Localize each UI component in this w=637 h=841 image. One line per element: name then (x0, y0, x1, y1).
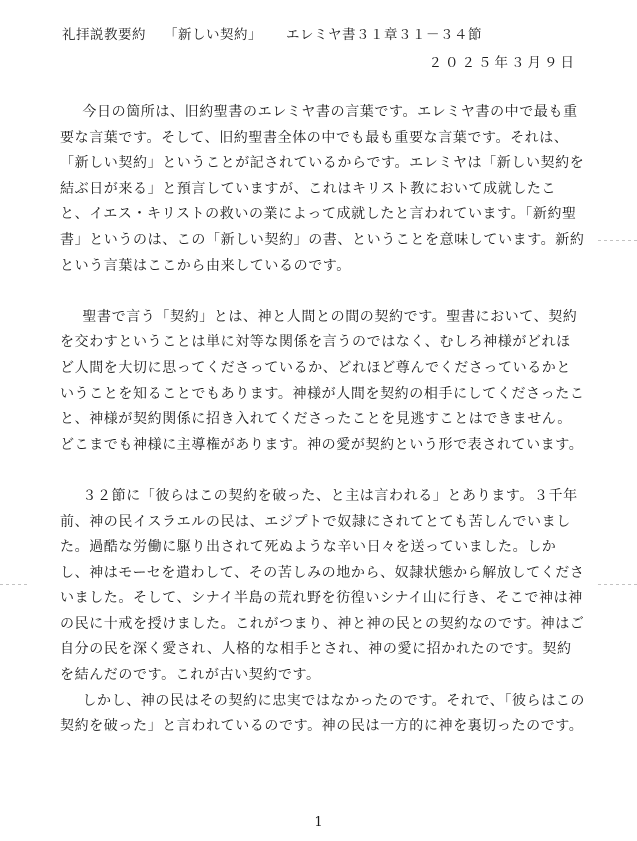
scan-mark-left (0, 584, 28, 585)
sermon-date: ２０２５年３月９日 (428, 55, 577, 71)
sermon-title: 「新しい契約」 (164, 27, 262, 43)
paragraph-4: しかし、神の民はその契約に忠実ではなかったのです。それで、「彼らはこの契約を破った」と言われているのです。神の民は一方的に神を裏切ったのです。 (60, 692, 585, 735)
header (62, 23, 482, 43)
scan-mark-right (598, 584, 637, 585)
paragraph-3: ３２節に「彼らはこの契約を破った、と主は言われる」とあります。３千年前、神の民イスラエルの民は、エジプトで奴隷にされてとても苦しんでいました。過酷な労働に駆り出されて死ぬような辛い日々を送っていました。しかし、神はモーセを遣わして、その苦しみの地から、奴隷状態から解放してくださいました。そして、シナイ半島の荒れ野を彷徨いシナイ山に行き、そこで神は神の民に十戒を授けました。これがつまり、神と神の民との契約なのです。神はご自分の民を深く愛され、人格的な相手とされ、神の愛に招かれたのです。契約を結んだのです。これが古い契約です。 (60, 487, 585, 684)
page-number: 1 (314, 815, 323, 830)
sermon-body (60, 100, 585, 740)
scripture-reference: エレミヤ書３１章３１－３４節 (286, 27, 482, 43)
paragraph-2: 聖書で言う「契約」とは、神と人間との間の契約です。聖書において、契約を交わすということは単に対等な関係を言うのではなく、むしろ神様がどれほど人間を大切に思ってくださっているか、どれほど尊んでくださっているかということを知ることでもあります。神様が人間を契約の相手にしてくださったこと、神様が契約関係に招き入れてくださったことを見逃すことはできません。どこまでも神様に主導権があります。神の愛が契約という形で表されています。 (60, 308, 585, 453)
sermon-label: 礼拝説教要約 (62, 27, 146, 43)
scan-mark-right-upper (598, 240, 637, 241)
paragraph-1: 今日の箇所は、旧約聖書のエレミヤ書の言葉です。エレミヤ書の中で最も重要な言葉です。そして、旧約聖書全体の中でも最も重要な言葉です。それは、「新しい契約」ということが記されているからです。エレミヤは「新しい契約を結ぶ日が来る」と預言していますが、これはキリスト教において成就したこと、イエス・キリストの救いの業によって成就したと言われています。「新約聖書」というのは、この「新しい契約」の書、ということを意味しています。新約という言葉はここから由来しているのです。 (60, 104, 585, 274)
